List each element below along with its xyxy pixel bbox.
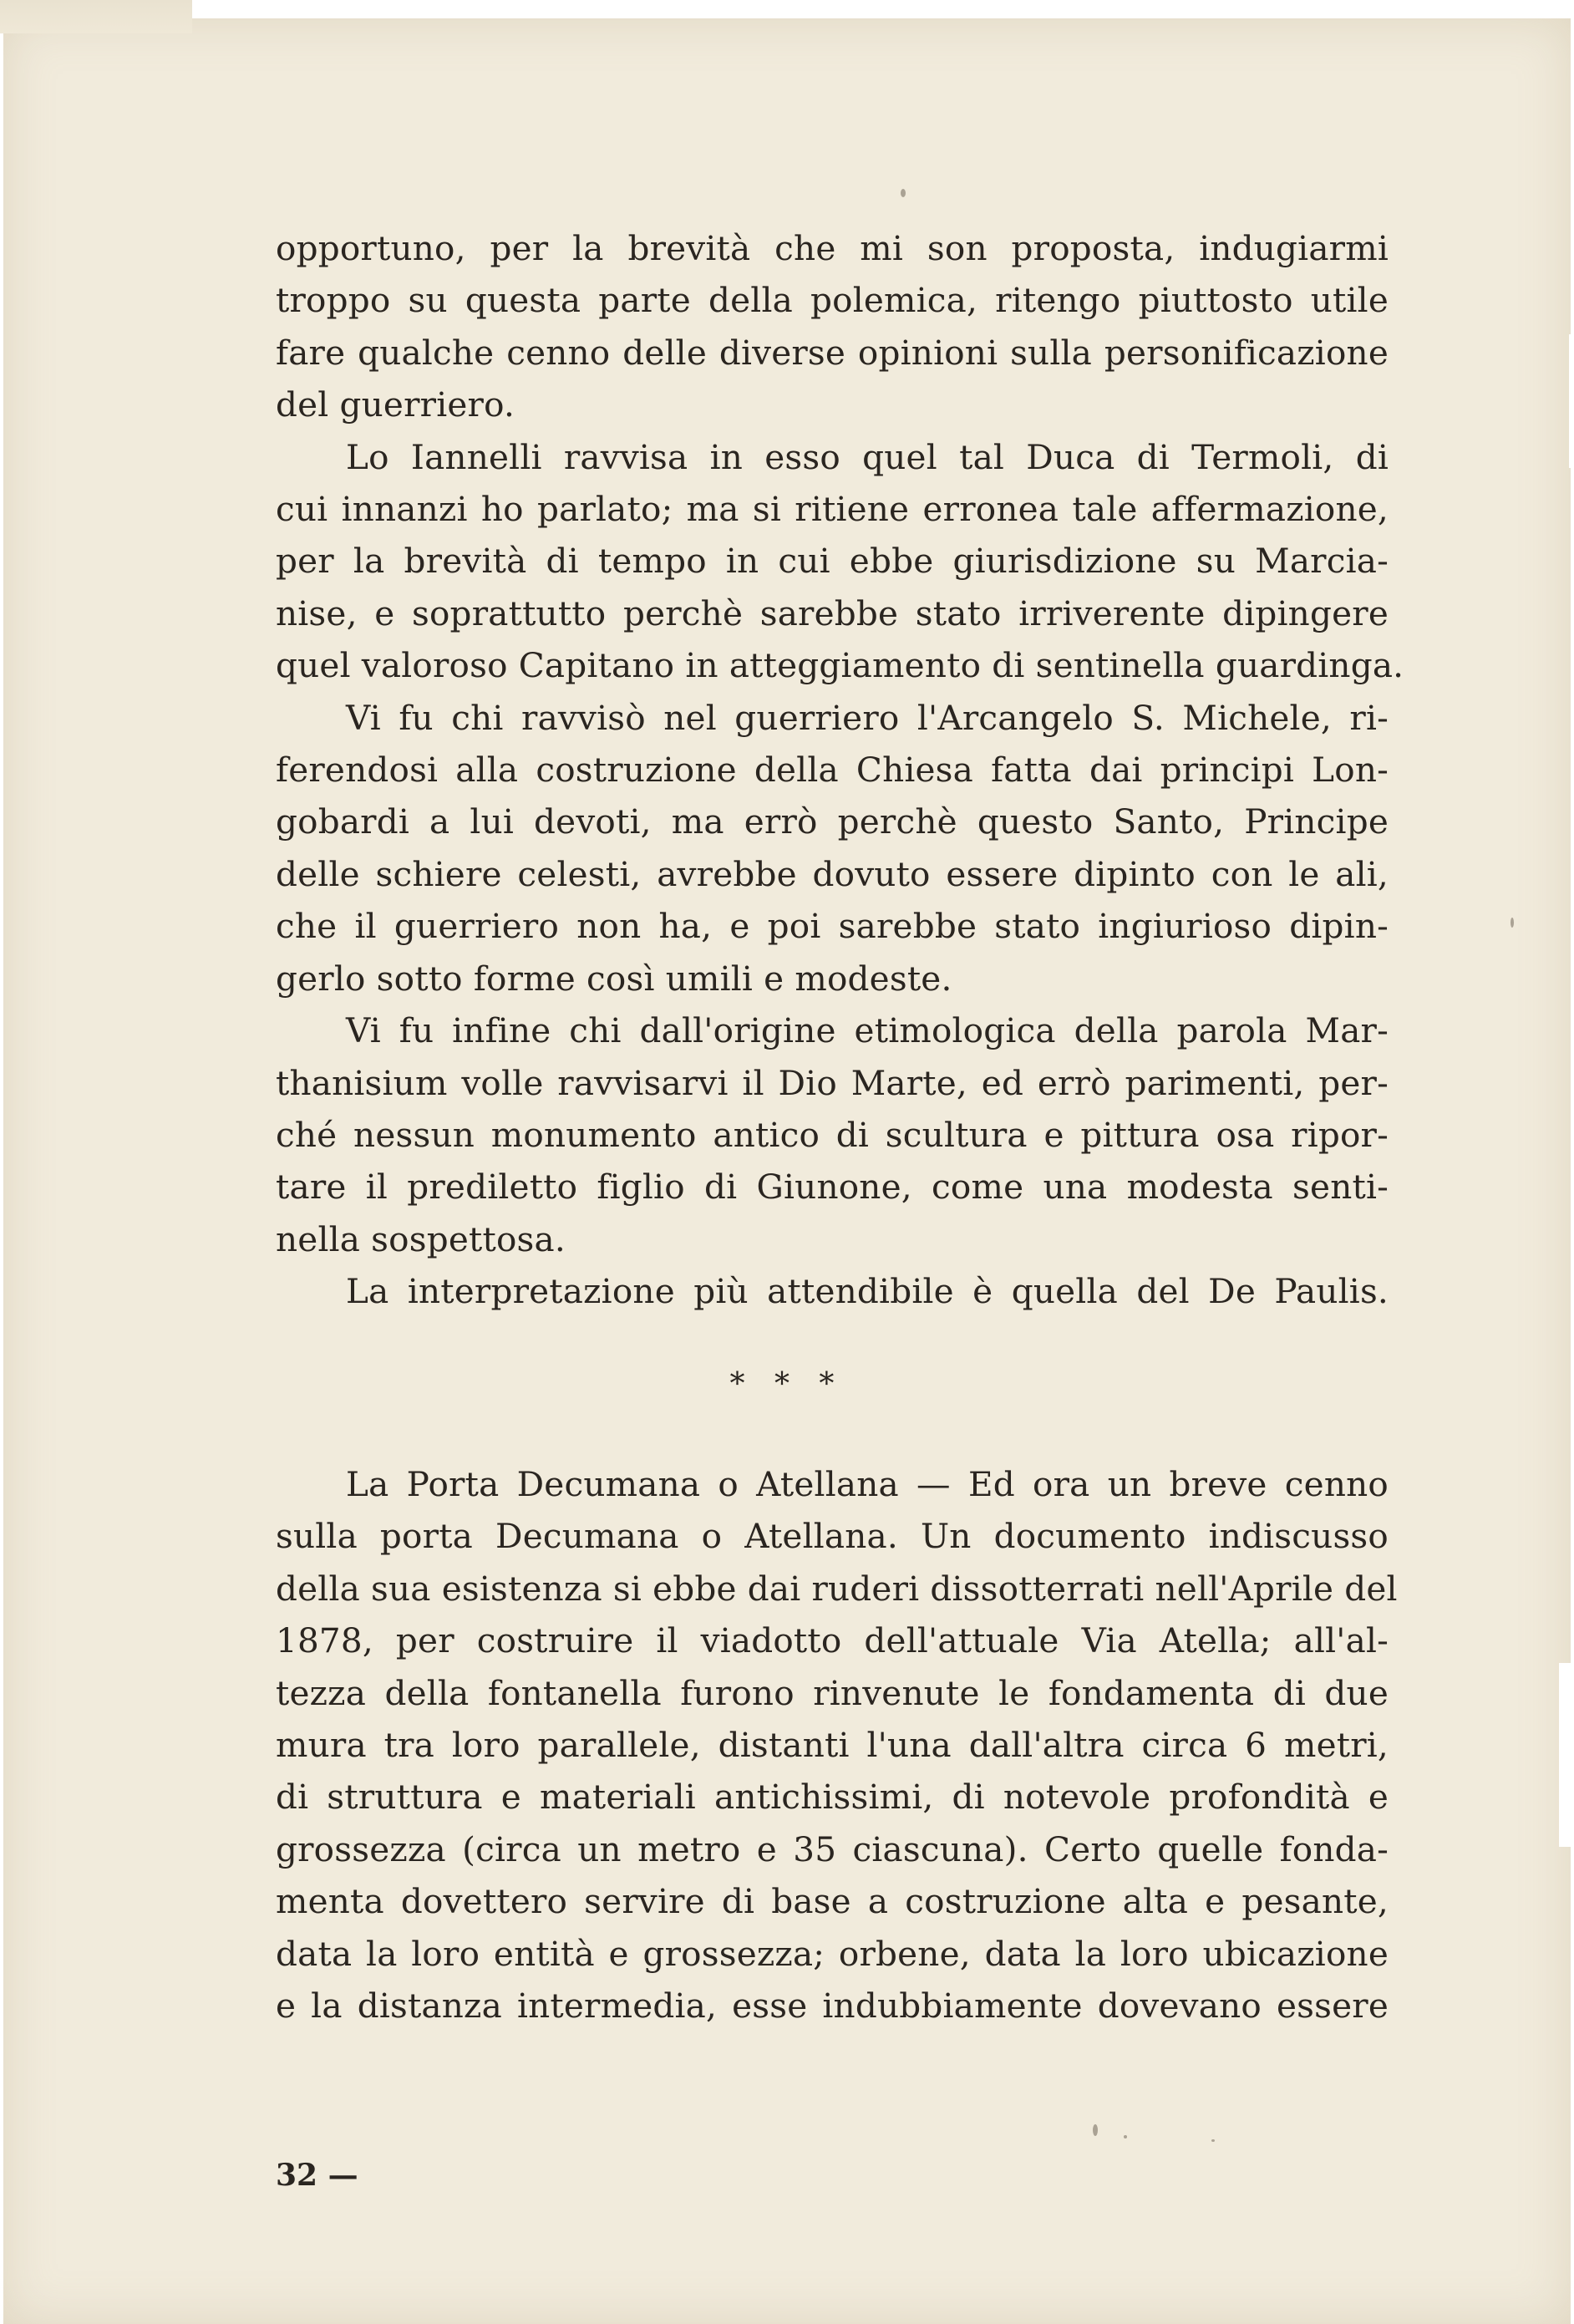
text-line: della sua esistenza si ebbe dai ruderi dissotterrati nell'Aprile del (276, 1568, 1398, 1609)
body-text (276, 222, 1404, 1318)
paper-edge-tear (1559, 1663, 1574, 1847)
page-number: 32 — (276, 2158, 358, 2193)
paper-speck (901, 189, 906, 197)
text-line: quel valoroso Capitano in atteggiamento di sentinella guardinga. (276, 645, 1404, 686)
text-line: tezza della fontanella furono rinvenute le fondamenta di due (276, 1672, 1389, 1713)
text-line: thanisium volle ravvisarvi il Dio Marte, ed errò parimenti, per- (276, 1062, 1389, 1103)
text-line: opportuno, per la brevità che mi son proposta, indugiarmi (276, 228, 1389, 268)
paper-edge-tear (1569, 334, 1574, 468)
text-line: per la brevità di tempo in cui ebbe giurisdizione su Marcia- (276, 541, 1389, 582)
text-line: tare il prediletto figlio di Giunone, come una modesta senti- (276, 1167, 1389, 1208)
text-line: cui innanzi ho parlato; ma si ritiene erronea tale affermazione, (276, 489, 1389, 530)
text-line: troppo su questa parte della polemica, ritengo piuttosto utile (276, 280, 1389, 321)
section-separator: * * * (729, 1367, 845, 1401)
text-line: sulla porta Decumana o Atellana. Un documento indiscusso (276, 1516, 1389, 1557)
scan-background-top (192, 0, 1574, 18)
text-line: di struttura e materiali antichissimi, di notevole profondità e (276, 1777, 1389, 1818)
text-line: ferendosi alla costruzione della Chiesa fatta dai principi Lon- (276, 750, 1389, 791)
text-line: mura tra loro parallele, distanti l'una dall'altra circa 6 metri, (276, 1725, 1389, 1766)
text-line: Vi fu chi ravvisò nel guerriero l'Arcangelo S. Michele, ri- (346, 697, 1389, 738)
text-line: Lo Iannelli ravvisa in esso quel tal Duca di Termoli, di (346, 436, 1389, 477)
paper-corner (0, 0, 192, 33)
text-line: e la distanza intermedia, esse indubbiamente dovevano essere (276, 1986, 1389, 2027)
text-line: La Porta Decumana o Atellana — Ed ora un breve cenno (346, 1464, 1389, 1504)
text-line: che il guerriero non ha, e poi sarebbe stato ingiurioso dipin- (276, 906, 1389, 947)
text-line: gerlo sotto forme così umili e modeste. (276, 958, 952, 999)
paper-speck (1093, 2124, 1098, 2136)
text-line: nella sospettosa. (276, 1218, 566, 1259)
text-line: grossezza (circa un metro e 35 ciascuna). Certo quelle fonda- (276, 1828, 1389, 1869)
paper-speck (1511, 918, 1514, 928)
paper-speck (1124, 2135, 1127, 2138)
text-line: ché nessun monumento antico di scultura e pittura osa ripor- (276, 1114, 1389, 1155)
text-line: La interpretazione più attendibile è quella del De Paulis. (346, 1271, 1389, 1312)
text-line: del guerriero. (276, 384, 515, 425)
text-line: 1878, per costruire il viadotto dell'attuale Via Atella; all'al- (276, 1620, 1389, 1661)
text-line: gobardi a lui devoti, ma errò perchè questo Santo, Principe (276, 801, 1389, 842)
section-porta-decumana (276, 1458, 1398, 2032)
text-line: delle schiere celesti, avrebbe dovuto essere dipinto con le ali, (276, 853, 1389, 894)
text-line: menta dovettero servire di base a costruzione alta e pesante, (276, 1881, 1389, 1922)
text-line: data la loro entità e grossezza; orbene, data la loro ubicazione (276, 1933, 1389, 1974)
text-line: nise, e soprattutto perchè sarebbe stato irriverente dipingere (276, 592, 1389, 633)
text-line: Vi fu infine chi dall'origine etimologica della parola Mar- (346, 1010, 1389, 1051)
paper-speck (1211, 2139, 1215, 2142)
text-line: fare qualche cenno delle diverse opinioni sulla personificazione (276, 332, 1389, 373)
